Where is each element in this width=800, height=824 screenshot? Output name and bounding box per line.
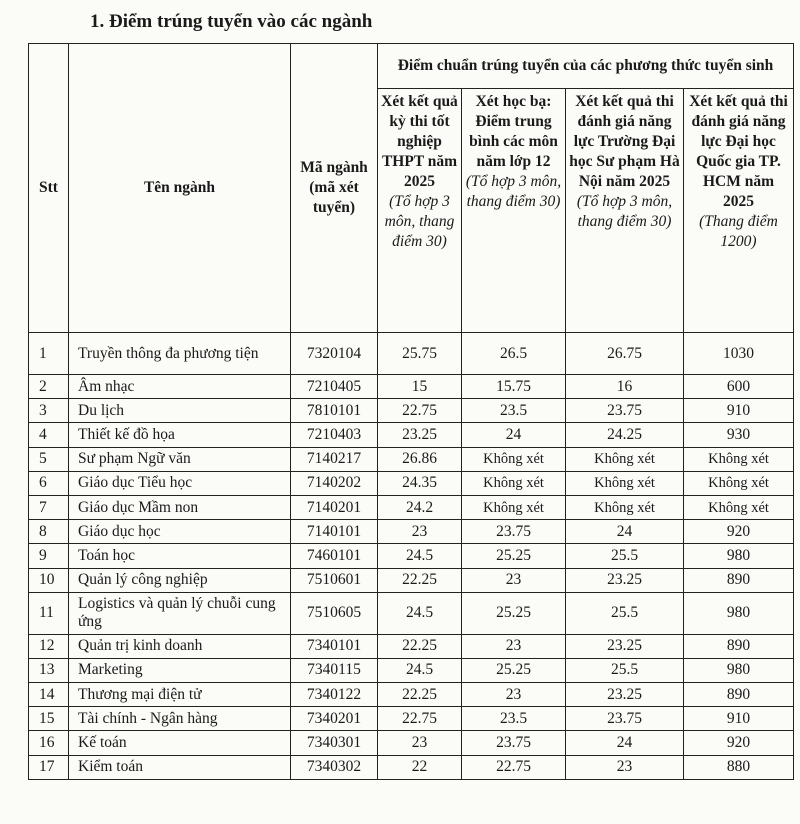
header-method-2 bbox=[462, 89, 566, 333]
cell-name: Logistics và quản lý chuỗi cung ứng bbox=[69, 592, 291, 634]
table-row bbox=[29, 447, 794, 471]
cell-stt: 7 bbox=[29, 495, 69, 519]
cell-name: Giáo dục Mầm non bbox=[69, 495, 291, 519]
cell-code: 7210403 bbox=[291, 423, 378, 447]
cell-stt: 10 bbox=[29, 568, 69, 592]
cell-hocba: 25.25 bbox=[462, 592, 566, 634]
header-method-note: (Tổ hợp 3 môn, thang điểm 30) bbox=[384, 193, 455, 250]
cell-hnue: 25.5 bbox=[566, 544, 684, 568]
cell-stt: 11 bbox=[29, 592, 69, 634]
cell-stt: 9 bbox=[29, 544, 69, 568]
table-row bbox=[29, 658, 794, 682]
cell-thpt: 23 bbox=[378, 731, 462, 755]
table-row bbox=[29, 683, 794, 707]
cell-hcm: 930 bbox=[684, 423, 794, 447]
header-method-title: Xét kết quả thi đánh giá năng lực Đại học Quốc gia TP. HCM năm 2025 bbox=[689, 93, 788, 210]
cell-hocba: 23.75 bbox=[462, 731, 566, 755]
header-method-4 bbox=[684, 89, 794, 333]
cell-thpt: 26.86 bbox=[378, 447, 462, 471]
cell-hcm: 910 bbox=[684, 399, 794, 423]
table-row bbox=[29, 634, 794, 658]
cell-hocba: 23 bbox=[462, 683, 566, 707]
cell-hnue: 16 bbox=[566, 375, 684, 399]
page-title: 1. Điểm trúng tuyển vào các ngành bbox=[90, 11, 373, 32]
cell-name: Du lịch bbox=[69, 399, 291, 423]
cell-stt: 17 bbox=[29, 755, 69, 779]
cell-stt: 8 bbox=[29, 520, 69, 544]
cell-thpt: 24.2 bbox=[378, 495, 462, 519]
cell-code: 7140217 bbox=[291, 447, 378, 471]
table-row bbox=[29, 399, 794, 423]
cell-name: Giáo dục học bbox=[69, 520, 291, 544]
table-row bbox=[29, 423, 794, 447]
cell-stt: 5 bbox=[29, 447, 69, 471]
header-code: Mã ngành (mã xét tuyển) bbox=[291, 44, 378, 333]
cell-hnue: 25.5 bbox=[566, 592, 684, 634]
cell-thpt: 22.75 bbox=[378, 707, 462, 731]
table-row bbox=[29, 544, 794, 568]
cell-thpt: 23.25 bbox=[378, 423, 462, 447]
cell-hnue: 24 bbox=[566, 731, 684, 755]
table-row bbox=[29, 471, 794, 495]
cell-code: 7140202 bbox=[291, 471, 378, 495]
cell-hcm: Không xét bbox=[684, 471, 794, 495]
cell-thpt: 23 bbox=[378, 520, 462, 544]
header-name: Tên ngành bbox=[69, 44, 291, 333]
cell-hnue: 24 bbox=[566, 520, 684, 544]
cell-stt: 13 bbox=[29, 658, 69, 682]
cell-hcm: 890 bbox=[684, 568, 794, 592]
cell-hocba: 23 bbox=[462, 634, 566, 658]
cell-thpt: 24.35 bbox=[378, 471, 462, 495]
cell-thpt: 22.25 bbox=[378, 634, 462, 658]
cell-thpt: 15 bbox=[378, 375, 462, 399]
cell-hocba: Không xét bbox=[462, 471, 566, 495]
cell-hocba: 25.25 bbox=[462, 658, 566, 682]
cell-hnue: 23.25 bbox=[566, 634, 684, 658]
cell-thpt: 22 bbox=[378, 755, 462, 779]
cell-hcm: 1030 bbox=[684, 333, 794, 375]
cell-code: 7340122 bbox=[291, 683, 378, 707]
cell-hocba: Không xét bbox=[462, 447, 566, 471]
cell-stt: 2 bbox=[29, 375, 69, 399]
cell-thpt: 22.75 bbox=[378, 399, 462, 423]
header-method-title: Xét kết quả kỳ thi tốt nghiệp THPT năm 2025 bbox=[381, 93, 458, 190]
table-row bbox=[29, 333, 794, 375]
table-row bbox=[29, 520, 794, 544]
cell-hcm: 980 bbox=[684, 658, 794, 682]
cell-hcm: 980 bbox=[684, 592, 794, 634]
cell-thpt: 25.75 bbox=[378, 333, 462, 375]
cell-code: 7340301 bbox=[291, 731, 378, 755]
cell-hcm: 890 bbox=[684, 634, 794, 658]
header-method-title: Xét học bạ: Điểm trung bình các môn năm lớp 12 bbox=[469, 93, 558, 170]
cell-thpt: 24.5 bbox=[378, 592, 462, 634]
cell-name: Thương mại điện tử bbox=[69, 683, 291, 707]
cell-hocba: 23.75 bbox=[462, 520, 566, 544]
cell-hcm: 910 bbox=[684, 707, 794, 731]
cell-hnue: 23 bbox=[566, 755, 684, 779]
cell-hcm: Không xét bbox=[684, 495, 794, 519]
cell-hcm: 890 bbox=[684, 683, 794, 707]
cell-thpt: 24.5 bbox=[378, 658, 462, 682]
cell-code: 7510605 bbox=[291, 592, 378, 634]
header-stt: Stt bbox=[29, 44, 69, 333]
cell-code: 7140201 bbox=[291, 495, 378, 519]
cell-hocba: 23.5 bbox=[462, 707, 566, 731]
cell-hocba: 23 bbox=[462, 568, 566, 592]
cell-thpt: 22.25 bbox=[378, 683, 462, 707]
cell-thpt: 22.25 bbox=[378, 568, 462, 592]
cell-hcm: 980 bbox=[684, 544, 794, 568]
cell-hnue: 23.25 bbox=[566, 568, 684, 592]
cell-hnue: 26.75 bbox=[566, 333, 684, 375]
header-method-title: Xét kết quả thi đánh giá năng lực Trường Đại học Sư phạm Hà Nội năm 2025 bbox=[569, 93, 680, 190]
header-method-note: (Tổ hợp 3 môn, thang điểm 30) bbox=[576, 193, 673, 230]
header-method-1 bbox=[378, 89, 462, 333]
cell-hnue: 23.75 bbox=[566, 707, 684, 731]
table-row bbox=[29, 375, 794, 399]
cell-code: 7140101 bbox=[291, 520, 378, 544]
cell-code: 7340115 bbox=[291, 658, 378, 682]
cell-code: 7340201 bbox=[291, 707, 378, 731]
table-row bbox=[29, 755, 794, 779]
header-method-3 bbox=[566, 89, 684, 333]
cell-name: Quản trị kinh doanh bbox=[69, 634, 291, 658]
cell-hcm: Không xét bbox=[684, 447, 794, 471]
cell-name: Thiết kế đồ họa bbox=[69, 423, 291, 447]
table-row bbox=[29, 707, 794, 731]
cell-name: Tài chính - Ngân hàng bbox=[69, 707, 291, 731]
cell-name: Truyền thông đa phương tiện bbox=[69, 333, 291, 375]
cell-stt: 14 bbox=[29, 683, 69, 707]
header-method-note: (Tổ hợp 3 môn, thang điểm 30) bbox=[465, 173, 562, 210]
cell-stt: 15 bbox=[29, 707, 69, 731]
cell-code: 7320104 bbox=[291, 333, 378, 375]
header-method-note: (Thang điểm 1200) bbox=[699, 213, 778, 250]
cell-name: Kiểm toán bbox=[69, 755, 291, 779]
cell-code: 7810101 bbox=[291, 399, 378, 423]
cell-name: Giáo dục Tiểu học bbox=[69, 471, 291, 495]
cell-hocba: 25.25 bbox=[462, 544, 566, 568]
cell-name: Sư phạm Ngữ văn bbox=[69, 447, 291, 471]
cell-hocba: Không xét bbox=[462, 495, 566, 519]
cell-hnue: 24.25 bbox=[566, 423, 684, 447]
cell-hnue: Không xét bbox=[566, 447, 684, 471]
cell-hocba: 24 bbox=[462, 423, 566, 447]
cell-name: Quản lý công nghiệp bbox=[69, 568, 291, 592]
cell-stt: 1 bbox=[29, 333, 69, 375]
cell-stt: 3 bbox=[29, 399, 69, 423]
cell-name: Toán học bbox=[69, 544, 291, 568]
cell-hcm: 920 bbox=[684, 731, 794, 755]
cell-hnue: 25.5 bbox=[566, 658, 684, 682]
cell-hnue: Không xét bbox=[566, 471, 684, 495]
cell-hnue: Không xét bbox=[566, 495, 684, 519]
cell-hcm: 600 bbox=[684, 375, 794, 399]
cell-name: Marketing bbox=[69, 658, 291, 682]
cell-code: 7340101 bbox=[291, 634, 378, 658]
cell-name: Âm nhạc bbox=[69, 375, 291, 399]
cell-hcm: 920 bbox=[684, 520, 794, 544]
table-row bbox=[29, 592, 794, 634]
cell-hnue: 23.25 bbox=[566, 683, 684, 707]
table-row bbox=[29, 568, 794, 592]
cell-code: 7510601 bbox=[291, 568, 378, 592]
cell-stt: 16 bbox=[29, 731, 69, 755]
cell-stt: 6 bbox=[29, 471, 69, 495]
cell-code: 7460101 bbox=[291, 544, 378, 568]
header-group: Điểm chuẩn trúng tuyển của các phương thức tuyển sinh bbox=[378, 44, 794, 89]
cell-hocba: 15.75 bbox=[462, 375, 566, 399]
cell-thpt: 24.5 bbox=[378, 544, 462, 568]
cell-code: 7340302 bbox=[291, 755, 378, 779]
cell-code: 7210405 bbox=[291, 375, 378, 399]
cell-hnue: 23.75 bbox=[566, 399, 684, 423]
admission-scores-table bbox=[28, 43, 794, 780]
cell-hocba: 26.5 bbox=[462, 333, 566, 375]
cell-hocba: 23.5 bbox=[462, 399, 566, 423]
table-row bbox=[29, 495, 794, 519]
cell-stt: 12 bbox=[29, 634, 69, 658]
table-row bbox=[29, 731, 794, 755]
cell-name: Kế toán bbox=[69, 731, 291, 755]
cell-stt: 4 bbox=[29, 423, 69, 447]
cell-hcm: 880 bbox=[684, 755, 794, 779]
cell-hocba: 22.75 bbox=[462, 755, 566, 779]
